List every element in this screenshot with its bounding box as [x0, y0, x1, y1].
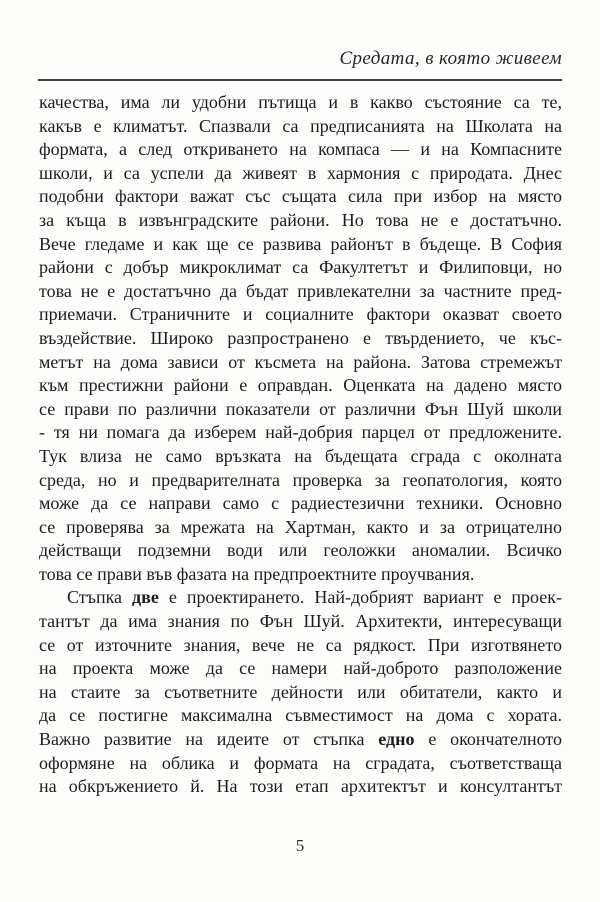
text-line: оформяне на облика и формата на сградата, съответстваща [39, 752, 562, 773]
text-line: какъв е климатът. Спазвали са предписанията на Школата на [39, 115, 562, 136]
text-line: приемачи. Страничните и социалните фактори оказват своето [39, 304, 562, 325]
running-header-title: Средата, в която живеем [339, 48, 562, 69]
text-line: за къща в извънградските райони. Но това не е достатъчно. [39, 209, 562, 230]
text-line: метът на дома зависи от късмета на района. Затова стремежът [39, 351, 562, 372]
text-line: Вече гледаме и как ще се развива районът в бъдеще. В София [39, 233, 562, 254]
page-number: 5 [295, 836, 305, 855]
text-line: Важно развитие на идеите от стъпка едно е окончателното [39, 729, 562, 750]
text-line: това не е достатъчно да бъдат привлекателни за частните пред- [39, 280, 562, 301]
text-line: на стаите за съответните дейности или обитатели, както и [39, 681, 562, 702]
header-rule [38, 79, 562, 81]
text-line: се проверява за мрежата на Хартман, както и за отрицателно [39, 516, 562, 537]
text-line: Стъпка две е проектирането. Най-добрият вариант е проек- [67, 587, 562, 608]
text-line: формата, а след откриването на компаса — и на Компасните [39, 139, 562, 160]
text-line: може да се направи само с радиестезични техники. Основно [39, 493, 562, 514]
text-line: се прави по различни показатели от различни Фън Шуй школи [39, 398, 562, 419]
text-line: се от източните знания, вече не са рядкост. При изготвянето [39, 634, 562, 655]
text-line: качества, има ли удобни пътища и в какво състояние са те, [39, 92, 562, 112]
text-line: Тук влиза не само връзката на бъдещата сграда с околната [39, 445, 562, 466]
text-line: тантът да има знания по Фън Шуй. Архитекти, интересуващи [39, 611, 562, 632]
text-line: въздействие. Широко разпространено е твърдението, че къс- [39, 327, 562, 348]
text-line: среда, но и предварителната проверка за геопатология, която [39, 469, 562, 490]
text-line: подобни фактори важат със същата сила при избор на място [39, 186, 562, 207]
text-line: на обкръжението й. На този етап архитектът и консултантът [39, 776, 562, 797]
text-line: да се постигне максимална съвместимост на дома с хората. [39, 705, 562, 726]
text-line: действащи подземни води или геоложки аномалии. Всичко [39, 540, 562, 561]
text-line: това се прави във фазата на предпроектните проучвания. [39, 563, 475, 584]
text-line: школи, и са успели да живеят в хармония с природата. Днес [39, 162, 562, 183]
text-line: райони с добър микроклимат са Факултетът и Филиповци, но [39, 257, 562, 278]
text-line: към престижни райони е оправдан. Оценката на дадено място [39, 375, 562, 396]
text-line: - тя ни помага да изберем най-добрия парцел от предложените. [39, 422, 562, 443]
body-text [39, 91, 562, 799]
text-line: на проекта може да се намери най-доброто разположение [39, 658, 562, 679]
